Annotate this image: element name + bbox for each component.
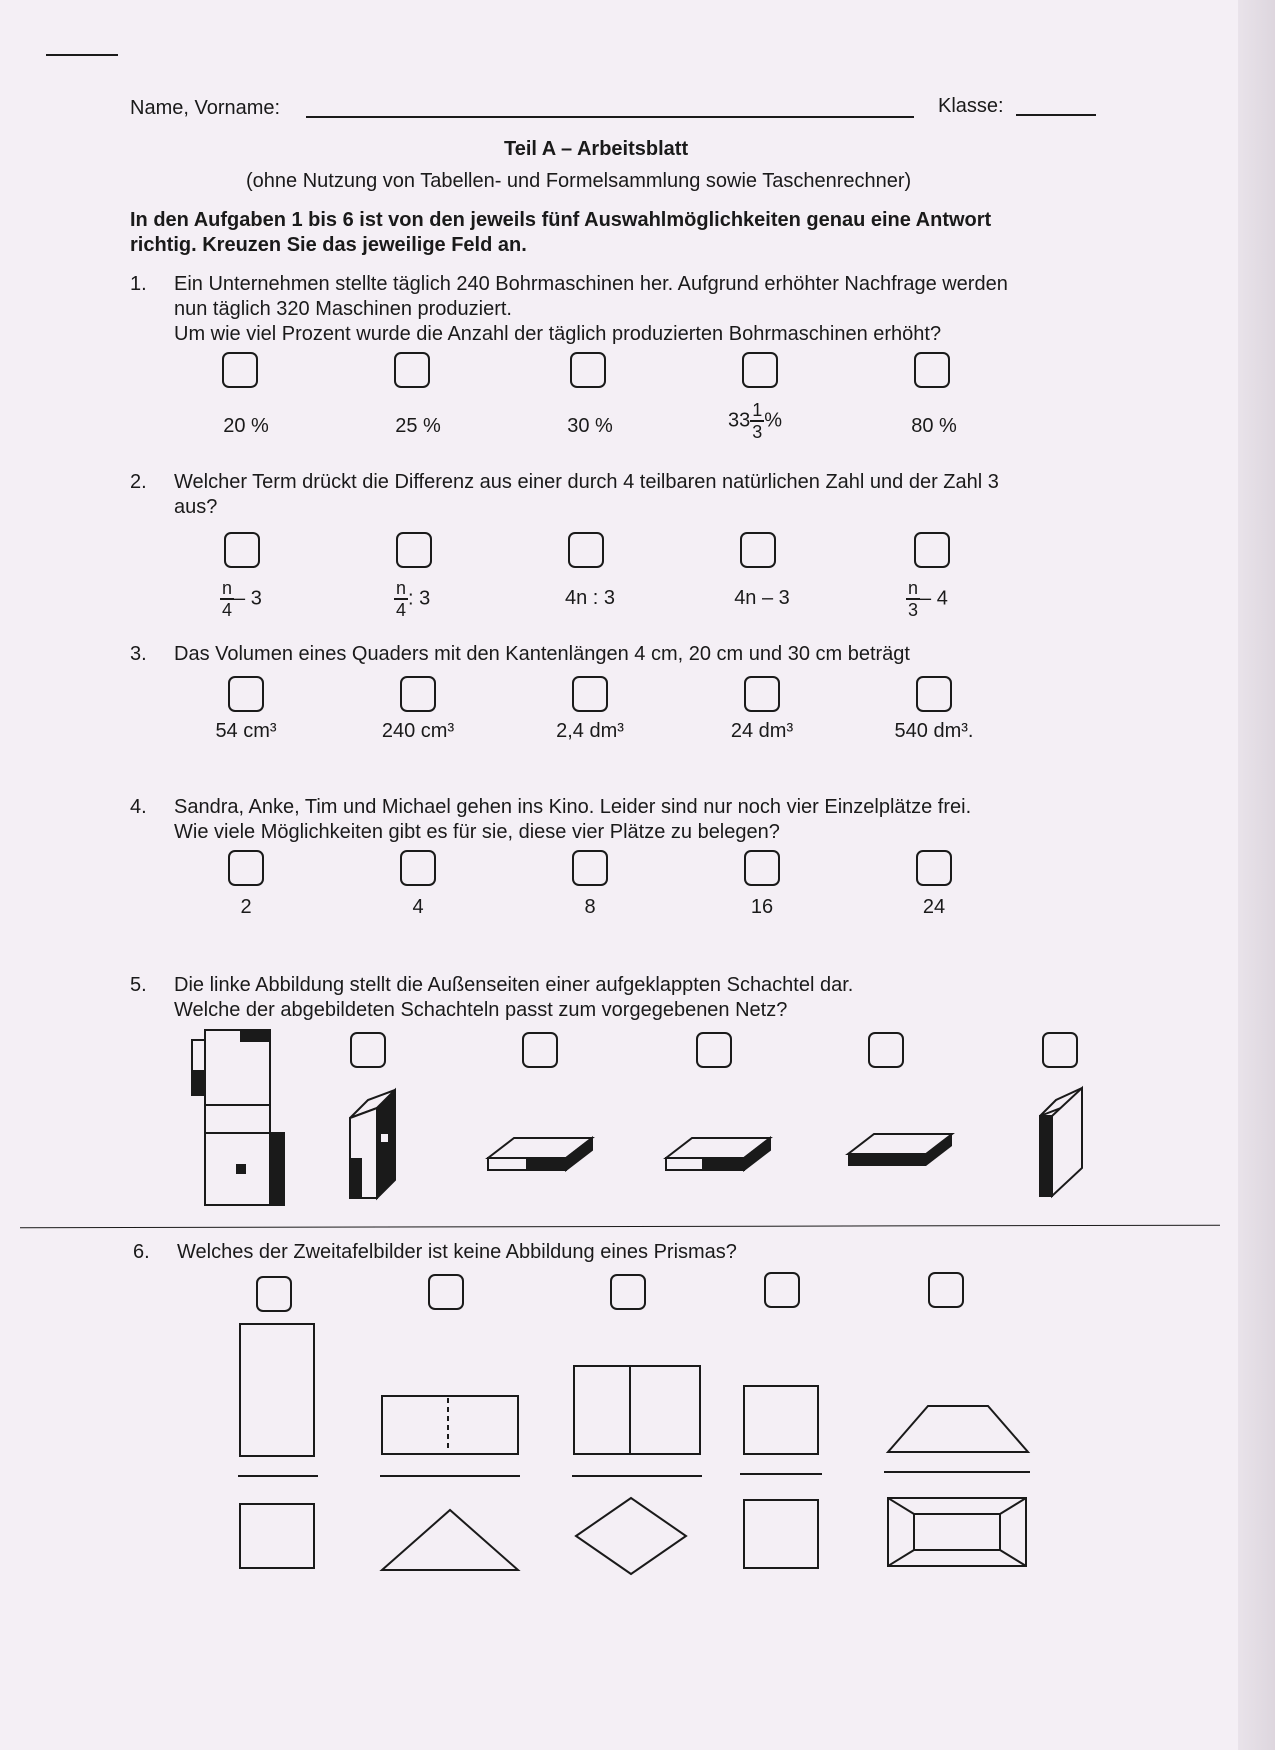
page-edge xyxy=(1238,0,1275,1750)
answer-label: 240 cm³ xyxy=(381,720,455,742)
fraction-whole: 33 xyxy=(728,409,751,432)
question-text: Welche der abgebildeten Schachteln passt zum vorgegebenen Netz? xyxy=(174,999,788,1021)
question-number: 2. xyxy=(130,471,147,493)
answer-label: 540 dm³. xyxy=(894,720,974,742)
answer-label: 20 % xyxy=(223,415,269,437)
question-number: 6. xyxy=(133,1241,150,1263)
name-label: Name, Vorname: xyxy=(130,97,281,119)
projection-1-top xyxy=(240,1504,314,1568)
question-number: 4. xyxy=(130,796,147,818)
answer-label-term: $\frac{n}{4}$ – 3 xyxy=(222,578,262,620)
projection-5-front xyxy=(888,1406,1028,1452)
answer-label-term: $\frac{n}{4}$ : 3 xyxy=(396,578,431,620)
answer-label: 80 % xyxy=(911,415,957,437)
question-text: Ein Unternehmen stellte täglich 240 Bohrmaschinen her. Aufgrund erhöhter Nachfrage werden xyxy=(174,273,1008,295)
projection-4-top xyxy=(744,1500,818,1568)
answer-label: 16 xyxy=(750,896,774,918)
question-text: Um wie viel Prozent wurde die Anzahl der täglich produzierten Bohrmaschinen erhöht? xyxy=(174,323,942,345)
answer-label: 2 xyxy=(240,896,252,918)
question-text: nun täglich 320 Maschinen produziert. xyxy=(174,298,512,320)
fraction: $\frac{1}{3}$ xyxy=(752,400,763,442)
answer-label: 24 xyxy=(922,896,946,918)
projection-3-front xyxy=(574,1366,700,1454)
question-text: Welches der Zweitafelbilder ist keine Abbildung eines Prismas? xyxy=(177,1241,737,1263)
class-label: Klasse: xyxy=(938,95,1004,117)
answer-label: 24 dm³ xyxy=(730,720,794,742)
instruction-line-1: In den Aufgaben 1 bis 6 ist von den jeweils fünf Auswahlmöglichkeiten genau eine Antwort xyxy=(130,209,992,231)
projection-3-top xyxy=(576,1498,686,1574)
question-text: Welcher Term drückt die Differenz aus einer durch 4 teilbaren natürlichen Zahl und der Zahl 3 xyxy=(174,471,999,493)
answer-label: 4n : 3 xyxy=(564,587,616,609)
question-text: aus? xyxy=(174,496,218,518)
answer-label: 4 xyxy=(412,896,424,918)
answer-label: 2,4 dm³ xyxy=(556,720,624,742)
answer-label-term: $\frac{n}{3}$ – 4 xyxy=(908,578,948,620)
projection-5-top-outer xyxy=(888,1498,1026,1566)
fraction-unit: % xyxy=(764,409,783,432)
answer-label: 54 cm³ xyxy=(215,720,277,742)
page-title: Teil A – Arbeitsblatt xyxy=(504,138,689,160)
question-number: 3. xyxy=(130,643,147,665)
question-text: Das Volumen eines Quaders mit den Kantenlängen 4 cm, 20 cm und 30 cm beträgt xyxy=(174,643,910,665)
question-number: 5. xyxy=(130,974,147,996)
projection-2-front xyxy=(382,1396,518,1454)
projection-5-top-inner xyxy=(914,1514,1000,1550)
answer-label: 30 % xyxy=(567,415,613,437)
projection-4-front xyxy=(744,1386,818,1454)
answer-label: 25 % xyxy=(395,415,441,437)
instruction-line-2: richtig. Kreuzen Sie das jeweilige Feld an. xyxy=(130,234,527,256)
question-text: Die linke Abbildung stellt die Außenseiten einer aufgeklappten Schachtel dar. xyxy=(174,974,854,996)
page-subtitle: (ohne Nutzung von Tabellen- und Formelsammlung sowie Taschenrechner) xyxy=(246,170,912,192)
question-number: 1. xyxy=(130,273,147,295)
answer-label: 8 xyxy=(584,896,596,918)
question-text: Wie viele Möglichkeiten gibt es für sie, diese vier Plätze zu belegen? xyxy=(174,821,780,843)
question-text: Sandra, Anke, Tim und Michael gehen ins Kino. Leider sind nur noch vier Einzelplätze frei. xyxy=(174,796,972,818)
projection-1-front xyxy=(240,1324,314,1456)
answer-label: 4n – 3 xyxy=(734,587,790,609)
projection-2-top xyxy=(382,1510,518,1570)
